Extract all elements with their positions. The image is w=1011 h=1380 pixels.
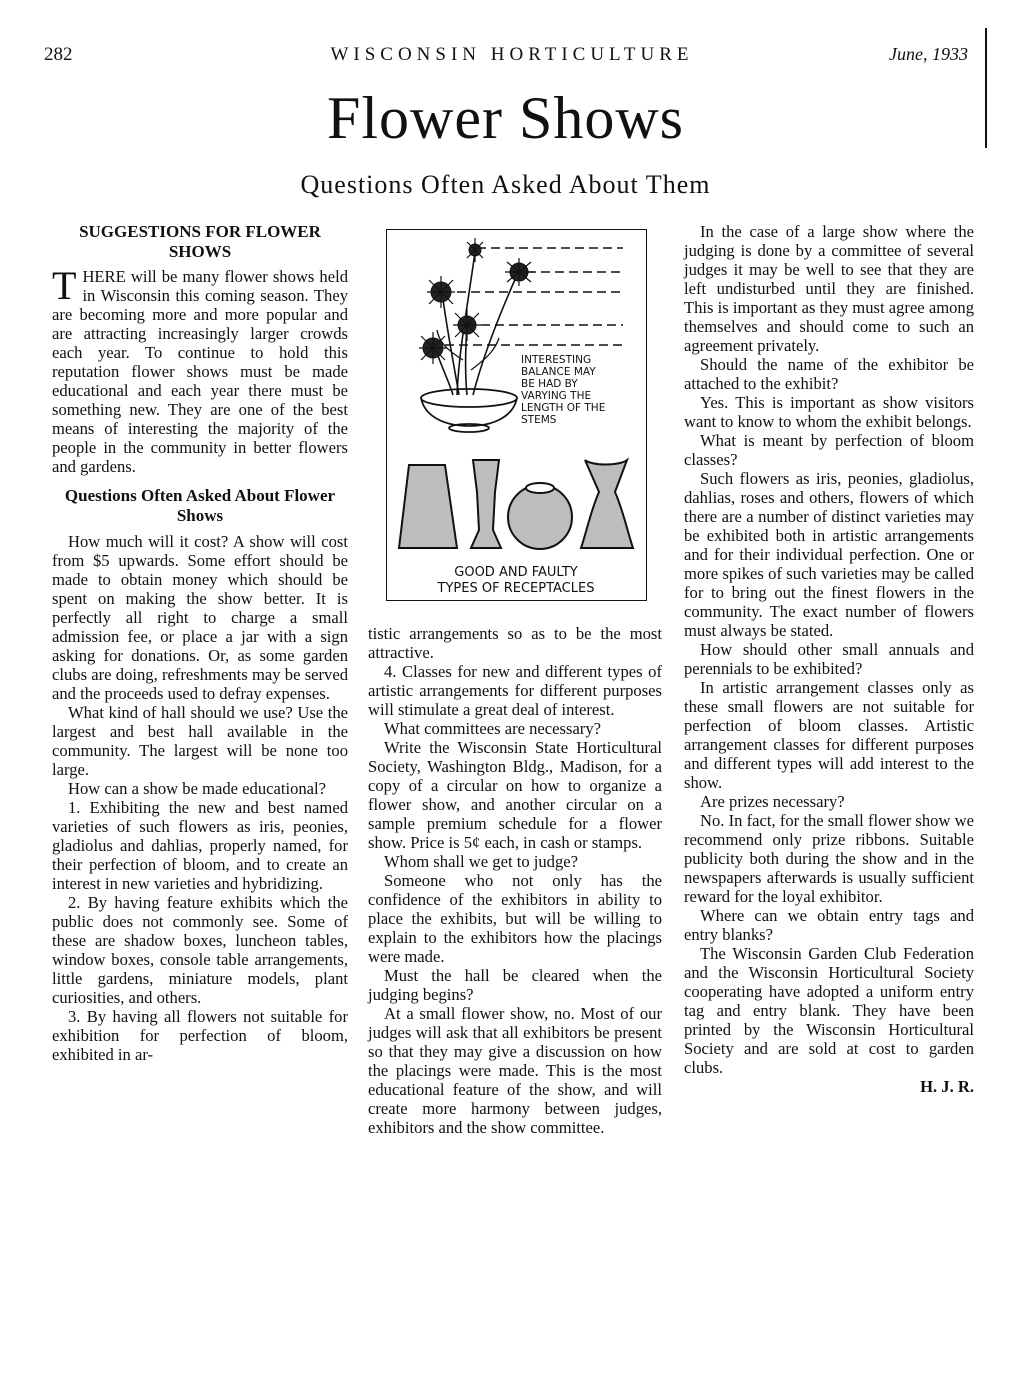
paragraph: Are prizes necessary? <box>700 792 845 811</box>
running-head <box>44 44 980 76</box>
caption-top-line: VARYING THE <box>521 390 592 402</box>
caption-bottom-line: TYPES OF RECEPTACLES <box>437 581 595 596</box>
paragraph: The Wisconsin Garden Club Federation and the Wisconsin Horticultural Society cooperating have adopted a uniform entry tag and entry blank. They have been printed by the Wisconsin Horticultural Society and are sold at cost to garden clubs. <box>684 944 974 1077</box>
paragraph: Write the Wisconsin State Horticultural Society, Washington Bldg., Madison, for a copy of a circular on how to organize a flower show, and another circular on a sample premium schedule for a flower show. Price is 5¢ each, in cash or stamps. <box>368 738 662 852</box>
paragraph: Whom shall we get to judge? <box>384 852 579 871</box>
paragraph: 2. By having feature exhibits which the public does not commonly see. Some of these are shadow boxes, luncheon tables, window boxes, console table arrangements, little gardens, miniature models, plant curiosities, and others. <box>52 893 348 1007</box>
section-heading: SUGGESTIONS FOR FLOWER SHOWS <box>79 222 321 261</box>
leaves <box>437 330 499 370</box>
intro-text: HERE will be many flower shows held in Wisconsin this coming season. They are becoming more and more popular and are attracting increasingly larger crowds each year. To continue to hold this reputation flower shows must be made educational and each year there must be something new. They are one of the best means of interesting the majority of the people in the community in better flowers and gardens. <box>52 267 348 476</box>
journal-title: WISCONSIN HORTICULTURE <box>330 44 694 65</box>
paragraph: In artistic arrangement classes only as these small flowers are not suitable for perfection of bloom classes. Artistic arrangement classes for different purposes and different types will add interest to the show. <box>684 678 974 792</box>
caption-top-line: BE HAD BY <box>521 378 578 390</box>
continuation-paragraph: tistic arrangements so as to be the most attractive. <box>368 624 662 662</box>
caption-top <box>521 354 605 426</box>
paragraph: 4. Classes for new and different types of artistic arrangements for different purposes will stimulate a great deal of interest. <box>368 662 662 719</box>
paragraph: 3. By having all flowers not suitable for exhibition for perfection of bloom, exhibited in ar- <box>52 1007 348 1064</box>
vase-flared <box>581 460 633 548</box>
drop-cap: T <box>52 263 77 308</box>
paragraph: What kind of hall should we use? Use the largest and best hall available in the community. The largest will be none too large. <box>52 703 348 779</box>
vase-round-bowl <box>508 485 572 549</box>
paragraph: How should other small annuals and perennials to be exhibited? <box>684 640 974 678</box>
paragraph: Someone who not only has the confidence of the exhibitors in ability to place the exhibits, but will be willing to explain to the exhibitors how the placings were made. <box>368 871 662 966</box>
article-subtitle: Questions Often Asked About Them <box>300 170 711 199</box>
caption-bottom-line: GOOD AND FAULTY <box>454 565 578 580</box>
paragraph: Yes. This is important as show visitors want to know to whom the exhibit belongs. <box>684 393 974 431</box>
paragraph: No. In fact, for the small flower show we recommend only prize ribbons. Suitable publicity both during the show and in the newspapers afterwards is usually sufficient reward for the loyal exhibitor. <box>684 811 974 906</box>
paragraph: Must the hall be cleared when the judging begins? <box>368 966 662 1004</box>
caption-top-line: LENGTH OF THE <box>521 402 606 414</box>
caption-top-line: INTERESTING <box>521 354 592 366</box>
vase-tall-slender <box>471 460 501 548</box>
paragraph: 1. Exhibiting the new and best named varieties of such flowers as iris, peonies, gladiolus and dahlias, properly named, for their perfection of bloom, and to create an interest in new varieties and hybridizing. <box>52 798 348 893</box>
vases <box>399 460 633 549</box>
paragraph: How much will it cost? A show will cost from $5 upwards. Some effort should be made to obtain money which should be spent on making the show better. It is perfectly all right to charge a small admission fee, or place a jar with a sign asking for donations. Or, as some garden clubs are doing, refreshments may be served and the proceeds used to defray expenses. <box>52 532 348 703</box>
article-title: Flower Shows <box>326 85 685 151</box>
flower-bowl <box>421 389 517 432</box>
paragraph: Where can we obtain entry tags and entry blanks? <box>684 906 974 944</box>
illustration-flowers-and-vases <box>386 229 647 601</box>
paragraph: How can a show be made educational? <box>68 779 327 798</box>
intro-paragraph <box>52 263 348 476</box>
paragraph: What committees are necessary? <box>384 719 601 738</box>
paragraph: What is meant by perfection of bloom classes? <box>684 431 974 469</box>
section-heading-questions: Questions Often Asked About Flower Shows <box>64 486 336 525</box>
page-number: 282 <box>44 44 73 65</box>
column-2 <box>368 624 662 1137</box>
caption-top-line: STEMS <box>521 414 557 426</box>
column-1 <box>52 222 348 1064</box>
vase-tapered <box>399 465 457 548</box>
author-initials: H. J. R. <box>920 1077 974 1096</box>
caption-top-line: BALANCE MAY <box>521 366 596 378</box>
illustration-drawing <box>387 230 645 599</box>
paragraph: Should the name of the exhibitor be attached to the exhibit? <box>684 355 974 393</box>
paragraph: Such flowers as iris, peonies, gladiolus, dahlias, roses and others, flowers of which there are a number of distinct varieties may be exhibited both in artistic arrangements and for their individual perfection. One or more spikes of such varieties may be called for to bring out the finest flowers in the community. The exact number of flowers must always be stated. <box>684 469 974 640</box>
caption-bottom <box>437 565 595 596</box>
issue-date: June, 1933 <box>889 44 968 64</box>
paragraph: At a small flower show, no. Most of our judges will ask that all exhibitors be present so that they may give a discussion on how the placings were made. This is the most educational feature of the show, and will create more harmony between judges, exhibitors and the show committee. <box>368 1004 662 1137</box>
paragraph: In the case of a large show where the judging is done by a committee of several judges it may be well to see that they are left undisturbed until they are finished. This is important as they must agree among themselves and should come to such an agreement privately. <box>684 222 974 355</box>
column-3 <box>684 222 974 1096</box>
